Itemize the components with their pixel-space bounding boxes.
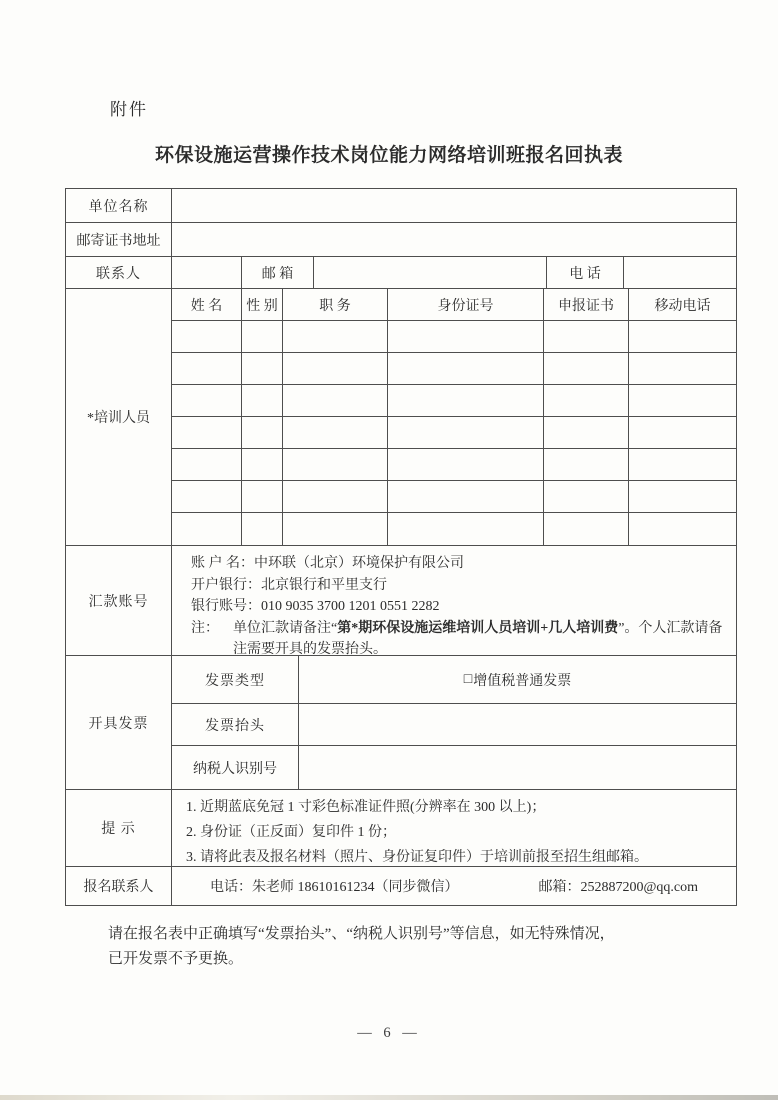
trainee-empty-cell (388, 353, 544, 384)
col-header-mobile: 移动电话 (654, 298, 711, 314)
trainee-empty-row (172, 481, 736, 513)
trainee-empty-cell (242, 417, 283, 448)
unit-name-label: 单位名称 (66, 189, 172, 222)
trainees-label: *培训人员 (66, 289, 172, 545)
footer-note-line-1: 请在报名表中正确填写“发票抬头”、“纳税人识别号”等信息，如无特殊情况， (108, 926, 615, 942)
row-contact (66, 257, 736, 289)
trainee-empty-cell (283, 385, 388, 416)
trainee-empty-cell (629, 417, 736, 448)
trainee-empty-cell (283, 353, 388, 384)
remittance-note-prefix: 注： (191, 620, 219, 636)
remittance-note-bold: 第*期环保设施运维培训人员培训+几人培训费 (337, 620, 619, 636)
invoice-type-value-cell (299, 656, 736, 703)
remittance-note-post: ”。个人汇款请备注需要开具的发票抬头。 (233, 620, 723, 655)
trainee-empty-row (172, 385, 736, 417)
registration-table (65, 188, 737, 906)
remittance-label: 汇款账号 (66, 546, 172, 655)
trainee-empty-cell (242, 385, 283, 416)
trainee-empty-cell (388, 385, 544, 416)
trainee-empty-cell (629, 385, 736, 416)
row-mail-address (66, 223, 736, 257)
trainee-empty-cell (172, 321, 242, 352)
trainee-empty-cell (388, 481, 544, 512)
trainee-empty-cell (544, 353, 629, 384)
email-label: 邮 箱 (242, 257, 314, 288)
trainee-empty-cell (283, 417, 388, 448)
invoice-tax-id-value-cell (299, 746, 736, 789)
contact-value-cell (172, 257, 242, 288)
invoice-type-value: 增值税普通发票 (473, 673, 572, 689)
tips-content (172, 790, 736, 866)
trainee-empty-cell (172, 417, 242, 448)
remittance-block (66, 546, 736, 656)
trainee-empty-cell (629, 513, 736, 545)
registration-contact-content (172, 867, 736, 905)
trainee-empty-cell (544, 385, 629, 416)
trainee-empty-cell (283, 449, 388, 480)
registration-contact-row (66, 867, 736, 905)
invoice-title-row (172, 704, 736, 746)
col-header-name: 姓 名 (172, 289, 242, 320)
trainee-empty-cell (544, 417, 629, 448)
tip-item-3: 3. 请将此表及报名材料（照片、身份证复印件）于培训前报至招生组邮箱。 (186, 850, 648, 865)
remittance-account-number: 银行账号：010 9035 3700 1201 0551 2282 (191, 599, 440, 614)
trainee-empty-cell (242, 449, 283, 480)
trainee-empty-cell (388, 321, 544, 352)
trainee-empty-cell (629, 449, 736, 480)
trainee-empty-cell (544, 449, 629, 480)
col-header-certificate: 申报证书 (544, 289, 629, 320)
remittance-account-name: 账 户 名：中环联（北京）环境保护有限公司 (191, 556, 464, 571)
trainee-empty-cell (242, 321, 283, 352)
registration-contact-phone: 电话：朱老师 18610161234（同步微信） (210, 880, 459, 895)
remittance-content (172, 546, 736, 655)
mail-address-value-cell (172, 223, 736, 256)
unit-name-value-cell (172, 189, 736, 222)
remittance-note-body (233, 618, 724, 656)
trainee-empty-cell (283, 321, 388, 352)
form-title: 环保设施运营操作技术岗位能力网络培训班报名回执表 (154, 145, 623, 166)
invoice-type-label: 发票类型 (172, 656, 299, 703)
registration-contact-label: 报名联系人 (66, 867, 172, 905)
invoice-tax-id-row (172, 746, 736, 789)
trainees-grid (172, 289, 736, 545)
trainee-empty-cell (242, 353, 283, 384)
trainee-empty-cell (172, 513, 242, 545)
invoice-type-row (172, 656, 736, 704)
trainees-header-row (172, 289, 736, 321)
trainee-empty-cell (172, 481, 242, 512)
footer-note (108, 922, 698, 972)
mail-address-label: 邮寄证书地址 (66, 223, 172, 256)
phone-value-cell (624, 257, 736, 288)
trainee-empty-cell (242, 481, 283, 512)
invoice-rows (172, 656, 736, 789)
contact-label: 联系人 (66, 257, 172, 288)
invoice-tax-id-label: 纳税人识别号 (172, 746, 299, 789)
trainee-empty-cell (544, 321, 629, 352)
trainee-empty-cell (544, 481, 629, 512)
trainee-empty-row (172, 449, 736, 481)
trainee-empty-cell (388, 449, 544, 480)
trainee-empty-cell (544, 513, 629, 545)
checkbox-icon: □ (463, 671, 473, 687)
invoice-label: 开具发票 (66, 656, 172, 789)
trainee-empty-cell (283, 481, 388, 512)
scan-bottom-edge (0, 1095, 778, 1100)
invoice-block (66, 656, 736, 790)
trainee-empty-cell (629, 353, 736, 384)
tips-label: 提 示 (66, 790, 172, 866)
trainee-empty-cell (629, 321, 736, 352)
footer-note-line-2: 已开发票不予更换。 (108, 951, 244, 967)
trainee-empty-cell (388, 513, 544, 545)
invoice-title-value-cell (299, 704, 736, 745)
trainee-empty-row (172, 353, 736, 385)
tips-block (66, 790, 736, 867)
registration-contact-email: 邮箱：252887200@qq.com (538, 880, 698, 895)
trainee-empty-cell (629, 481, 736, 512)
page-number: — 6 — (357, 1025, 421, 1041)
col-header-position: 职 务 (283, 289, 388, 320)
trainee-empty-row (172, 417, 736, 449)
col-header-id-number: 身份证号 (388, 289, 544, 320)
tip-item-1: 1. 近期蓝底免冠 1 寸彩色标准证件照(分辨率在 300 以上)； (186, 800, 546, 815)
phone-label: 电 话 (547, 257, 624, 288)
trainee-empty-cell (172, 353, 242, 384)
email-value-cell (314, 257, 547, 288)
remittance-note (191, 618, 724, 656)
trainee-empty-row (172, 513, 736, 545)
row-unit-name (66, 189, 736, 223)
col-header-gender: 性 别 (242, 289, 283, 320)
remittance-note-pre: 单位汇款请备注“ (233, 620, 338, 636)
trainee-empty-cell (242, 513, 283, 545)
trainee-empty-cell (283, 513, 388, 545)
trainee-empty-cell (172, 385, 242, 416)
remittance-bank: 开户银行：北京银行和平里支行 (191, 577, 387, 593)
attachment-label: 附件 (110, 100, 148, 119)
tip-item-2: 2. 身份证（正反面）复印件 1 份； (186, 825, 396, 840)
invoice-title-label: 发票抬头 (172, 704, 299, 745)
trainee-empty-cell (172, 449, 242, 480)
trainee-empty-cell (388, 417, 544, 448)
trainee-empty-row (172, 321, 736, 353)
trainees-block (66, 289, 736, 546)
